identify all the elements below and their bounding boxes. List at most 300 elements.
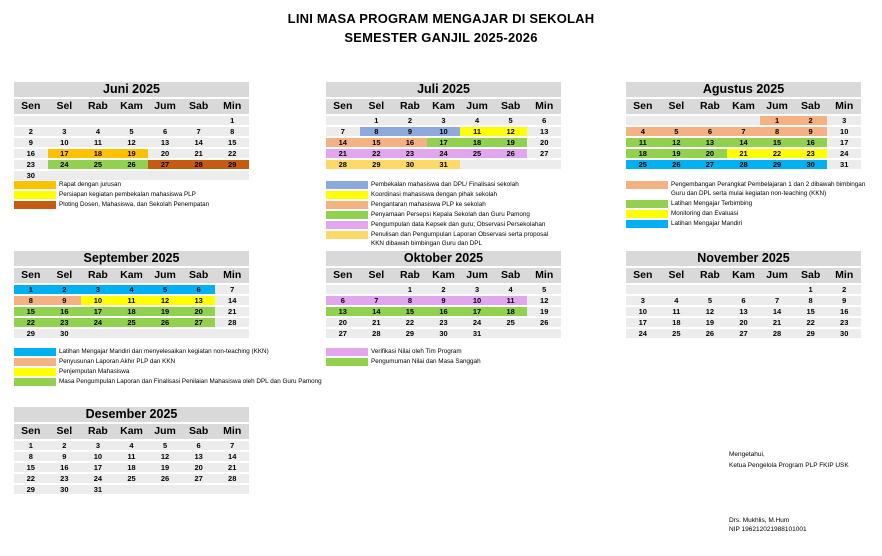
empty-day-cell (115, 171, 149, 180)
day-cell: 19 (527, 307, 561, 316)
legend-text: Pengumpulan data Kepsek dan guru; Observasi Persekolahan (371, 221, 546, 228)
legend-swatch (626, 220, 668, 228)
day-cell: 17 (81, 463, 115, 472)
legend-item (14, 357, 344, 366)
legend-text: Monitoring dan Evaluasi (671, 210, 739, 217)
day-cell: 24 (427, 149, 461, 158)
day-cell: 1 (794, 285, 828, 294)
day-cell: 3 (48, 127, 82, 136)
weekday-header: Sab (494, 99, 528, 114)
day-cell: 13 (182, 296, 216, 305)
legend-text: Penjemputan Mahasiswa (59, 368, 130, 375)
signature-name: Drs. Mukhlis, M.Hum (729, 517, 790, 524)
empty-day-cell (494, 160, 528, 169)
legend-swatch (14, 358, 56, 366)
day-cell: 24 (626, 329, 660, 338)
empty-day-cell (360, 285, 394, 294)
weekday-header: Jum (148, 99, 182, 114)
day-cell: 18 (460, 138, 494, 147)
empty-day-cell (626, 116, 660, 125)
day-cell: 2 (427, 285, 461, 294)
day-cell: 21 (360, 318, 394, 327)
day-cell: 7 (360, 296, 394, 305)
day-cell: 12 (115, 138, 149, 147)
day-cell: 27 (182, 318, 216, 327)
month-title: November 2025 (626, 251, 861, 266)
calendar-grid (326, 97, 561, 169)
weekday-header: Min (215, 268, 249, 283)
day-cell: 19 (693, 318, 727, 327)
weekday-header: Sel (360, 99, 394, 114)
day-cell: 18 (115, 307, 149, 316)
legend-swatch (326, 201, 368, 209)
day-cell: 17 (81, 307, 115, 316)
day-cell: 4 (81, 127, 115, 136)
day-cell: 1 (14, 285, 48, 294)
day-cell: 2 (48, 285, 82, 294)
day-cell: 18 (626, 149, 660, 158)
day-cell: 29 (760, 160, 794, 169)
weekday-header: Rab (693, 268, 727, 283)
day-cell: 28 (326, 160, 360, 169)
month-november (626, 251, 861, 338)
day-cell: 9 (794, 127, 828, 136)
day-cell: 28 (760, 329, 794, 338)
day-cell: 27 (326, 329, 360, 338)
day-cell: 13 (148, 138, 182, 147)
day-cell: 21 (326, 149, 360, 158)
day-cell: 14 (215, 452, 249, 461)
empty-day-cell (660, 116, 694, 125)
empty-day-cell (727, 285, 761, 294)
day-cell: 8 (360, 127, 394, 136)
day-cell: 22 (14, 318, 48, 327)
legend-item (326, 220, 616, 229)
empty-day-cell (182, 116, 216, 125)
day-cell: 16 (48, 463, 82, 472)
day-cell: 11 (626, 138, 660, 147)
day-cell: 20 (693, 149, 727, 158)
legend-text: Pengembangan Perangkat Pembelajaran 1 dan 2 dibawah bimbingan Guru dan DPL serta mulai kegiatan non-teaching (KKN) (671, 181, 866, 197)
day-cell: 6 (527, 116, 561, 125)
weekday-header: Sel (48, 424, 82, 439)
day-cell: 11 (494, 296, 528, 305)
weekday-header: Min (827, 99, 861, 114)
legend-text: Pengantaran mahasiswa PLP ke sekolah (371, 201, 486, 208)
day-cell: 10 (48, 138, 82, 147)
day-cell: 14 (727, 138, 761, 147)
empty-day-cell (182, 171, 216, 180)
day-cell: 29 (393, 329, 427, 338)
day-cell: 30 (393, 160, 427, 169)
day-cell: 20 (727, 318, 761, 327)
legend-text: Rapat dengan jurusan (59, 181, 121, 188)
day-cell: 12 (660, 138, 694, 147)
day-cell: 5 (660, 127, 694, 136)
day-cell: 23 (14, 160, 48, 169)
day-cell: 21 (727, 149, 761, 158)
day-cell: 15 (215, 138, 249, 147)
day-cell: 28 (215, 318, 249, 327)
legend-swatch (326, 348, 368, 356)
legend-text: Ploting Dosen, Mahasiswa, dan Sekolah Penempatan (59, 201, 210, 208)
day-cell: 27 (727, 329, 761, 338)
empty-day-cell (148, 329, 182, 338)
day-cell: 14 (360, 307, 394, 316)
empty-day-cell (527, 160, 561, 169)
calendar-grid (626, 266, 861, 338)
legend-text: Pengumuman Nilai dan Masa Sanggah (371, 358, 481, 365)
day-cell: 21 (760, 318, 794, 327)
month-title: September 2025 (14, 251, 249, 266)
day-cell: 3 (460, 285, 494, 294)
legend-text: Penyamaan Persepsi Kepala Sekolah dan Guru Pamong (371, 211, 530, 218)
empty-day-cell (760, 285, 794, 294)
day-cell: 17 (460, 307, 494, 316)
day-cell: 30 (14, 171, 48, 180)
month-title: Oktober 2025 (326, 251, 561, 266)
weekday-header: Sen (626, 268, 660, 283)
weekday-header: Sen (14, 424, 48, 439)
day-cell: 9 (48, 452, 82, 461)
day-cell: 6 (182, 285, 216, 294)
weekday-header: Min (215, 99, 249, 114)
day-cell: 4 (115, 441, 149, 450)
legend-item (14, 180, 314, 189)
day-cell: 16 (794, 138, 828, 147)
day-cell: 23 (393, 149, 427, 158)
day-cell: 28 (182, 160, 216, 169)
day-cell: 23 (827, 318, 861, 327)
day-cell: 30 (48, 329, 82, 338)
legend-item (626, 180, 881, 198)
day-cell: 26 (527, 318, 561, 327)
legend-text: Persiapan kegiatan pembekalan mahasiswa PLP (59, 191, 196, 198)
legend-swatch (14, 191, 56, 199)
day-cell: 23 (48, 318, 82, 327)
day-cell: 26 (148, 318, 182, 327)
weekday-header: Sen (14, 268, 48, 283)
empty-day-cell (215, 485, 249, 494)
day-cell: 12 (693, 307, 727, 316)
day-cell: 15 (760, 138, 794, 147)
day-cell: 21 (215, 463, 249, 472)
day-cell: 12 (148, 296, 182, 305)
month-desember (14, 407, 249, 494)
month-agustus (626, 82, 861, 169)
day-cell: 22 (215, 149, 249, 158)
weekday-header: Sel (48, 99, 82, 114)
day-cell: 1 (393, 285, 427, 294)
day-cell: 1 (14, 441, 48, 450)
legend-september (14, 347, 344, 387)
day-cell: 8 (215, 127, 249, 136)
weekday-header: Sab (182, 268, 216, 283)
day-cell: 31 (460, 329, 494, 338)
day-cell: 22 (14, 474, 48, 483)
empty-day-cell (81, 171, 115, 180)
empty-day-cell (460, 160, 494, 169)
day-cell: 4 (660, 296, 694, 305)
legend-text: Latihan Mengajar Mandiri (671, 220, 743, 227)
empty-day-cell (660, 285, 694, 294)
day-cell: 27 (182, 474, 216, 483)
day-cell: 25 (115, 318, 149, 327)
month-title: Juni 2025 (14, 82, 249, 97)
empty-day-cell (81, 329, 115, 338)
legend-swatch (326, 221, 368, 229)
legend-item (14, 367, 344, 376)
legend-text: Pembekalan mahasiswa dan DPL/ Finalisasi sekolah (371, 181, 519, 188)
empty-day-cell (693, 285, 727, 294)
legend-text: Verifikasi Nilai oleh Tim Program (371, 348, 462, 355)
weekday-header: Sab (182, 99, 216, 114)
day-cell: 7 (760, 296, 794, 305)
weekday-header: Jum (460, 99, 494, 114)
day-cell: 14 (215, 296, 249, 305)
day-cell: 23 (48, 474, 82, 483)
day-cell: 4 (626, 127, 660, 136)
weekday-header: Sen (14, 99, 48, 114)
weekday-header: Kam (727, 99, 761, 114)
day-cell: 24 (460, 318, 494, 327)
day-cell: 6 (326, 296, 360, 305)
weekday-header: Rab (81, 268, 115, 283)
day-cell: 22 (794, 318, 828, 327)
day-cell: 24 (81, 474, 115, 483)
day-cell: 5 (527, 285, 561, 294)
legend-oktober (326, 347, 586, 367)
legend-item (626, 209, 881, 218)
weekday-header: Rab (693, 99, 727, 114)
weekday-header: Kam (115, 268, 149, 283)
empty-day-cell (48, 116, 82, 125)
day-cell: 13 (182, 452, 216, 461)
day-cell: 18 (494, 307, 528, 316)
day-cell: 31 (81, 485, 115, 494)
day-cell: 15 (360, 138, 394, 147)
legend-item (14, 190, 314, 199)
legend-swatch (326, 181, 368, 189)
day-cell: 30 (427, 329, 461, 338)
day-cell: 18 (660, 318, 694, 327)
day-cell: 16 (393, 138, 427, 147)
day-cell: 27 (527, 149, 561, 158)
weekday-header: Jum (760, 99, 794, 114)
empty-day-cell (494, 329, 528, 338)
day-cell: 11 (660, 307, 694, 316)
day-cell: 5 (115, 127, 149, 136)
weekday-header: Kam (115, 424, 149, 439)
legend-swatch (14, 378, 56, 386)
day-cell: 8 (760, 127, 794, 136)
day-cell: 9 (827, 296, 861, 305)
day-cell: 3 (427, 116, 461, 125)
day-cell: 20 (148, 149, 182, 158)
day-cell: 13 (693, 138, 727, 147)
day-cell: 16 (427, 307, 461, 316)
day-cell: 31 (427, 160, 461, 169)
weekday-header: Sen (626, 99, 660, 114)
calendar-grid (626, 97, 861, 169)
day-cell: 15 (393, 307, 427, 316)
day-cell: 6 (727, 296, 761, 305)
day-cell: 9 (48, 296, 82, 305)
legend-swatch (14, 368, 56, 376)
legend-swatch (326, 358, 368, 366)
day-cell: 21 (182, 149, 216, 158)
day-cell: 6 (693, 127, 727, 136)
day-cell: 8 (393, 296, 427, 305)
weekday-header: Rab (81, 424, 115, 439)
month-title: Desember 2025 (14, 407, 249, 422)
day-cell: 25 (660, 329, 694, 338)
weekday-header: Kam (427, 99, 461, 114)
legend-item (326, 190, 616, 199)
legend-item (326, 180, 616, 189)
day-cell: 13 (727, 307, 761, 316)
day-cell: 28 (215, 474, 249, 483)
day-cell: 14 (760, 307, 794, 316)
day-cell: 20 (527, 138, 561, 147)
legend-item (626, 219, 881, 228)
day-cell: 16 (14, 149, 48, 158)
day-cell: 26 (693, 329, 727, 338)
day-cell: 16 (827, 307, 861, 316)
day-cell: 25 (494, 318, 528, 327)
day-cell: 8 (14, 296, 48, 305)
legend-swatch (326, 191, 368, 199)
day-cell: 7 (727, 127, 761, 136)
day-cell: 7 (215, 285, 249, 294)
legend-text: Penyusunan Laporan Akhir PLP dan KKN (59, 358, 176, 365)
day-cell: 11 (115, 452, 149, 461)
day-cell: 4 (494, 285, 528, 294)
weekday-header: Kam (427, 268, 461, 283)
day-cell: 5 (494, 116, 528, 125)
legend-text: Masa Pengumpulan Laporan dan Finalisasi Penilaian Mahasiswa oleh DPL dan Guru Pamong (59, 378, 322, 385)
day-cell: 30 (827, 329, 861, 338)
day-cell: 27 (693, 160, 727, 169)
empty-day-cell (215, 171, 249, 180)
empty-day-cell (626, 285, 660, 294)
day-cell: 10 (81, 452, 115, 461)
calendar-grid (14, 422, 249, 494)
day-cell: 3 (81, 285, 115, 294)
day-cell: 17 (48, 149, 82, 158)
month-september (14, 251, 249, 338)
weekday-header: Kam (727, 268, 761, 283)
day-cell: 12 (494, 127, 528, 136)
weekday-header: Sab (182, 424, 216, 439)
day-cell: 26 (494, 149, 528, 158)
day-cell: 5 (693, 296, 727, 305)
day-cell: 12 (148, 452, 182, 461)
legend-item (326, 357, 586, 366)
legend-item (326, 210, 616, 219)
legend-item (326, 200, 616, 209)
legend-swatch (326, 231, 368, 239)
weekday-header: Min (527, 268, 561, 283)
day-cell: 25 (460, 149, 494, 158)
day-cell: 26 (660, 160, 694, 169)
day-cell: 10 (427, 127, 461, 136)
day-cell: 30 (794, 160, 828, 169)
day-cell: 15 (14, 307, 48, 316)
day-cell: 2 (14, 127, 48, 136)
day-cell: 5 (148, 441, 182, 450)
day-cell: 19 (115, 149, 149, 158)
empty-day-cell (326, 285, 360, 294)
day-cell: 11 (115, 296, 149, 305)
day-cell: 22 (760, 149, 794, 158)
day-cell: 6 (182, 441, 216, 450)
day-cell: 2 (827, 285, 861, 294)
day-cell: 10 (81, 296, 115, 305)
day-cell: 29 (14, 329, 48, 338)
weekday-header: Jum (460, 268, 494, 283)
legend-swatch (626, 200, 668, 208)
legend-swatch (326, 211, 368, 219)
day-cell: 7 (326, 127, 360, 136)
signature-position: Ketua Pengelola Program PLP FKIP USK (729, 462, 849, 469)
day-cell: 28 (360, 329, 394, 338)
day-cell: 26 (148, 474, 182, 483)
day-cell: 23 (427, 318, 461, 327)
day-cell: 8 (794, 296, 828, 305)
weekday-header: Jum (760, 268, 794, 283)
empty-day-cell (527, 329, 561, 338)
legend-item (626, 199, 881, 208)
day-cell: 29 (14, 485, 48, 494)
day-cell: 10 (626, 307, 660, 316)
weekday-header: Rab (393, 268, 427, 283)
day-cell: 11 (460, 127, 494, 136)
day-cell: 3 (81, 441, 115, 450)
day-cell: 9 (393, 127, 427, 136)
day-cell: 4 (460, 116, 494, 125)
day-cell: 24 (827, 149, 861, 158)
empty-day-cell (326, 116, 360, 125)
empty-day-cell (148, 171, 182, 180)
day-cell: 22 (360, 149, 394, 158)
legend-text: Penulisan dan Pengumpulan Laporan Observasi serta proposal KKN dibawah bimbingan Guru dan DPL (371, 231, 549, 247)
day-cell: 11 (81, 138, 115, 147)
signature-label: Mengetahui, (729, 451, 765, 458)
legend-swatch (626, 210, 668, 218)
day-cell: 20 (182, 463, 216, 472)
empty-day-cell (81, 116, 115, 125)
weekday-header: Rab (81, 99, 115, 114)
day-cell: 9 (427, 296, 461, 305)
day-cell: 7 (215, 441, 249, 450)
day-cell: 17 (827, 138, 861, 147)
empty-day-cell (693, 116, 727, 125)
weekday-header: Sel (660, 99, 694, 114)
empty-day-cell (182, 329, 216, 338)
weekday-header: Min (215, 424, 249, 439)
month-oktober (326, 251, 561, 338)
day-cell: 27 (148, 160, 182, 169)
day-cell: 25 (626, 160, 660, 169)
day-cell: 8 (14, 452, 48, 461)
month-juli (326, 82, 561, 169)
weekday-header: Sen (326, 99, 360, 114)
day-cell: 24 (81, 318, 115, 327)
page-title: LINI MASA PROGRAM MENGAJAR DI SEKOLAH (287, 11, 595, 26)
weekday-header: Jum (148, 424, 182, 439)
legend-swatch (14, 181, 56, 189)
